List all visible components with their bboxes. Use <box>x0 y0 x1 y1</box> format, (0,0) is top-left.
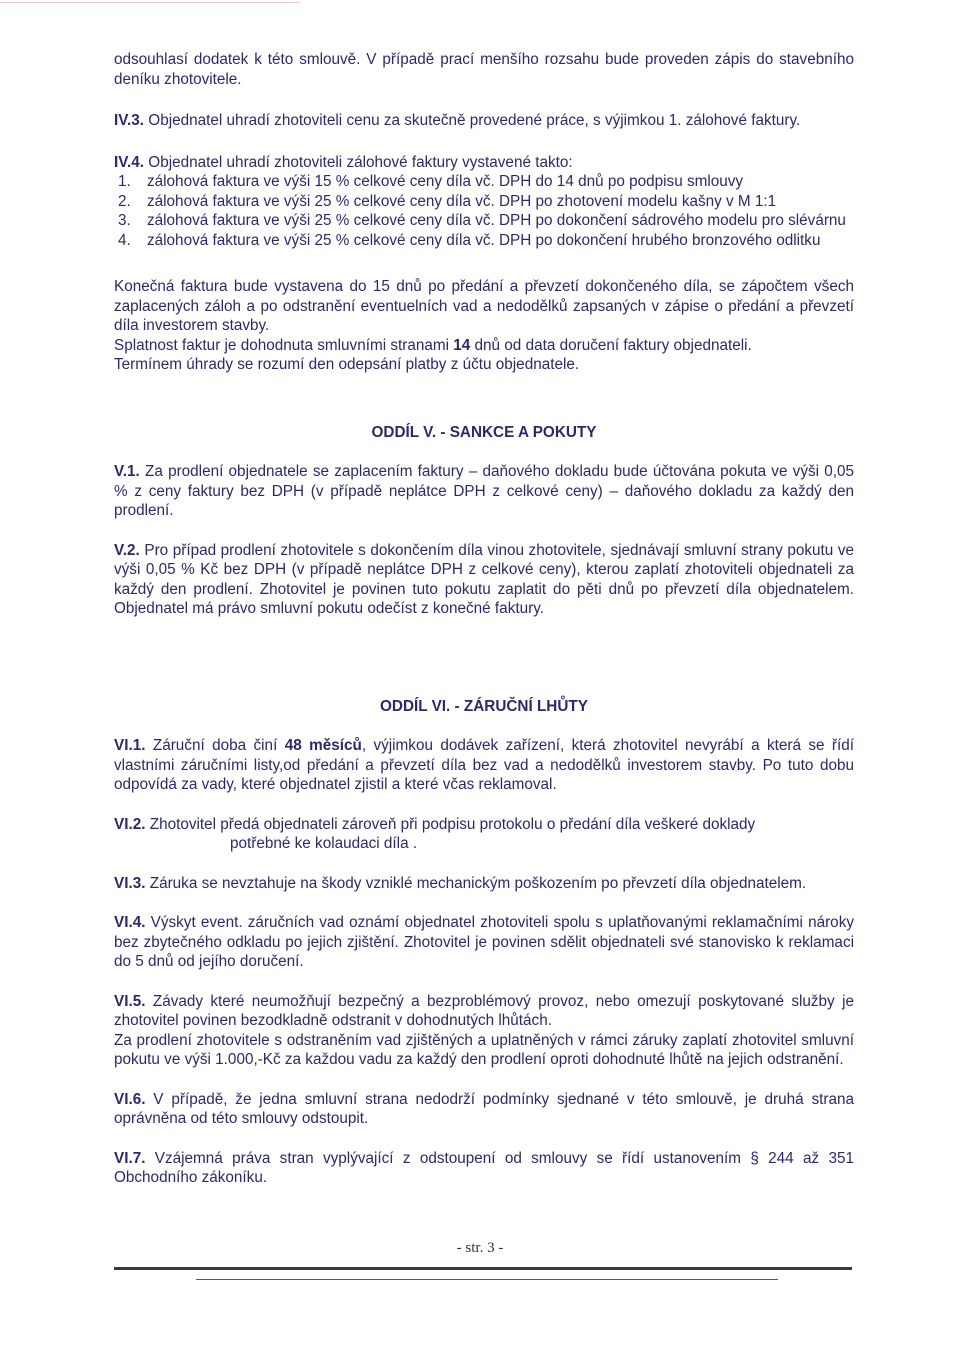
clause-vi-6 <box>114 1090 854 1129</box>
clause-text: Za prodlení objednatele se zaplacením faktury – daňového dokladu bude účtována pokuta ve výši 0,05 % z ceny faktury bez DPH (v případě neplátce DPH z celkové ceny) – daňového dokladu za každý den prodlení. <box>114 463 854 519</box>
clause-iv-3 <box>114 111 854 131</box>
clause-id: VI.3. <box>114 874 146 892</box>
clause-iv-4 <box>114 153 854 173</box>
list-item-text: zálohová faktura ve výši 25 % celkové ceny díla vč. DPH po zhotovení modelu kašny v M 1:1 <box>147 192 777 210</box>
list-item <box>114 172 854 192</box>
clause-id: V.2. <box>114 541 140 559</box>
clause-id: VI.4. <box>114 914 146 931</box>
maturity-post: dnů od data doručení faktury objednateli. <box>470 336 752 354</box>
clause-text: Záruka se nevztahuje na škody vzniklé mechanickým poškozením po převzetí díla objednatelem. <box>145 874 807 892</box>
clause-id: IV.3. <box>114 112 145 129</box>
footer-rule-thin <box>196 1279 778 1280</box>
advance-invoice-list <box>114 172 854 250</box>
clause-vi-2 <box>114 815 854 835</box>
clause-vi-7 <box>114 1149 854 1188</box>
clause-id: V.1. <box>114 463 140 480</box>
clause-text: Zhotovitel předá objednateli zároveň při podpisu protokolu o předání díla veškeré doklady <box>145 815 756 833</box>
list-item-text: zálohová faktura ve výši 25 % celkové ceny díla vč. DPH po dokončení hrubého bronzového odlitku <box>147 231 821 249</box>
section-v-heading: ODDÍL V. - SANKCE A POKUTY <box>371 423 597 441</box>
clause-text: V případě, že jedna smluvní strana nedodrží podmínky sjednané v této smlouvě, je druhá strana oprávněna od této smlouvy odstoupit. <box>114 1090 854 1127</box>
scan-edge-line <box>0 2 300 3</box>
payment-term-paragraph: Termínem úhrady se rozumí den odepsání platby z účtu objednatele. <box>114 356 580 373</box>
paragraph-continuation: odsouhlasí dodatek k této smlouvě. V případě prací menšího rozsahu bude proveden zápis do stavebního deníku zhotovitele. <box>114 51 854 88</box>
page-number: - str. 3 - <box>456 1240 504 1256</box>
list-item <box>114 211 854 231</box>
maturity-days: 14 <box>453 336 471 354</box>
list-item <box>114 192 854 212</box>
clause-id: VI.5. <box>114 992 146 1010</box>
clause-id: VI.1. <box>114 737 146 754</box>
clause-text: Vzájemná práva stran vyplývající z odstoupení od smlouvy se řídí ustanovením § 244 až 351 Obchodního zákoníku. <box>114 1149 854 1186</box>
clause-vi-5 <box>114 992 854 1031</box>
clause-id: VI.6. <box>114 1090 146 1108</box>
clause-text: Objednatel uhradí zhotoviteli cenu za skutečně provedené práce, s výjimkou 1. zálohové faktury. <box>144 112 801 129</box>
list-item-number: 2. <box>118 192 131 210</box>
clause-text: Objednatel uhradí zhotoviteli zálohové faktury vystavené takto: <box>144 153 573 171</box>
clause-text-post: , výjimkou dodávek zařízení, která zhotovitel nevyrábí a která se řídí vlastními záručními listy,od předání a převzetí díla bez vad a nedodělků investorem stavby. Po tuto dobu odpovídá za vady, které objednatel zjistil a které včas reklamoval. <box>114 737 854 793</box>
section-vi-heading: ODDÍL VI. - ZÁRUČNÍ LHŮTY <box>380 697 588 715</box>
clause-text-pre: Záruční doba činí <box>145 737 285 754</box>
clause-vi-2-continuation: potřebné ke kolaudaci díla . <box>230 835 418 852</box>
clause-text: Výskyt event. záručních vad oznámí objednatel zhotoviteli spolu s uplatňovanými reklamačními nároky bez zbytečného odkladu po jejich zjištění. Zhotovitel je povinen sdělit objednateli své stanovisko k reklamaci do 5 dnů od jejího doručení. <box>114 914 854 970</box>
list-item <box>114 231 854 251</box>
clause-id: VI.7. <box>114 1149 146 1167</box>
final-invoice-paragraph: Konečná faktura bude vystavena do 15 dnů po předání a převzetí dokončeného díla, se zápočtem všech zaplacených záloh a po odstranění eventuelních vad a nedodělků zapsaných v zápise o předání a převzetí díla investorem stavby. <box>114 278 854 334</box>
maturity-paragraph <box>114 336 854 356</box>
clause-vi-5-penalty: Za prodlení zhotovitele s odstraněním vad zjištěných a uplatněných v rámci záruky zaplatí zhotovitel smluvní pokutu ve výši 1.000,-Kč za každou vadu za každý den prodlení oproti dohodnuté lhůtě na jejich odstranění. <box>114 1031 854 1068</box>
warranty-period: 48 měsíců <box>284 737 362 754</box>
clause-text: Pro případ prodlení zhotovitele s dokončením díla vinou zhotovitele, sjednávají smluvní strany pokutu ve výši 0,05 % Kč bez DPH (v případě neplátce DPH z celkové ceny), kterou zaplatí zhotoviteli objednateli za každý den prodlení. Zhotovitel je povinen tuto pokutu zaplatit do pěti dnů po převzetí díla objednatelem. Objednatel má právo smluvní pokutu odečíst z konečné faktury. <box>114 541 854 617</box>
list-item-number: 4. <box>118 231 131 249</box>
list-item-text: zálohová faktura ve výši 25 % celkové ceny díla vč. DPH po dokončení sádrového modelu pro slévárnu <box>147 212 846 229</box>
list-item-number: 1. <box>118 173 131 190</box>
clause-vi-3 <box>114 874 854 894</box>
list-item-number: 3. <box>118 212 131 229</box>
clause-id: IV.4. <box>114 153 145 171</box>
clause-id: VI.2. <box>114 815 146 833</box>
clause-v-1 <box>114 462 854 521</box>
document-body <box>114 50 854 1188</box>
list-item-text: zálohová faktura ve výši 15 % celkové ceny díla vč. DPH do 14 dnů po podpisu smlouvy <box>147 173 744 190</box>
clause-vi-4 <box>114 913 854 972</box>
clause-v-2 <box>114 541 854 619</box>
clause-vi-1 <box>114 736 854 795</box>
maturity-pre: Splatnost faktur je dohodnuta smluvními stranami <box>114 336 454 354</box>
clause-text: Závady které neumožňují bezpečný a bezproblémový provoz, nebo omezují poskytované služby je zhotovitel povinen bezodkladně odstranit v dohodnutých lhůtách. <box>114 992 854 1029</box>
footer-rule-thick <box>114 1267 852 1270</box>
